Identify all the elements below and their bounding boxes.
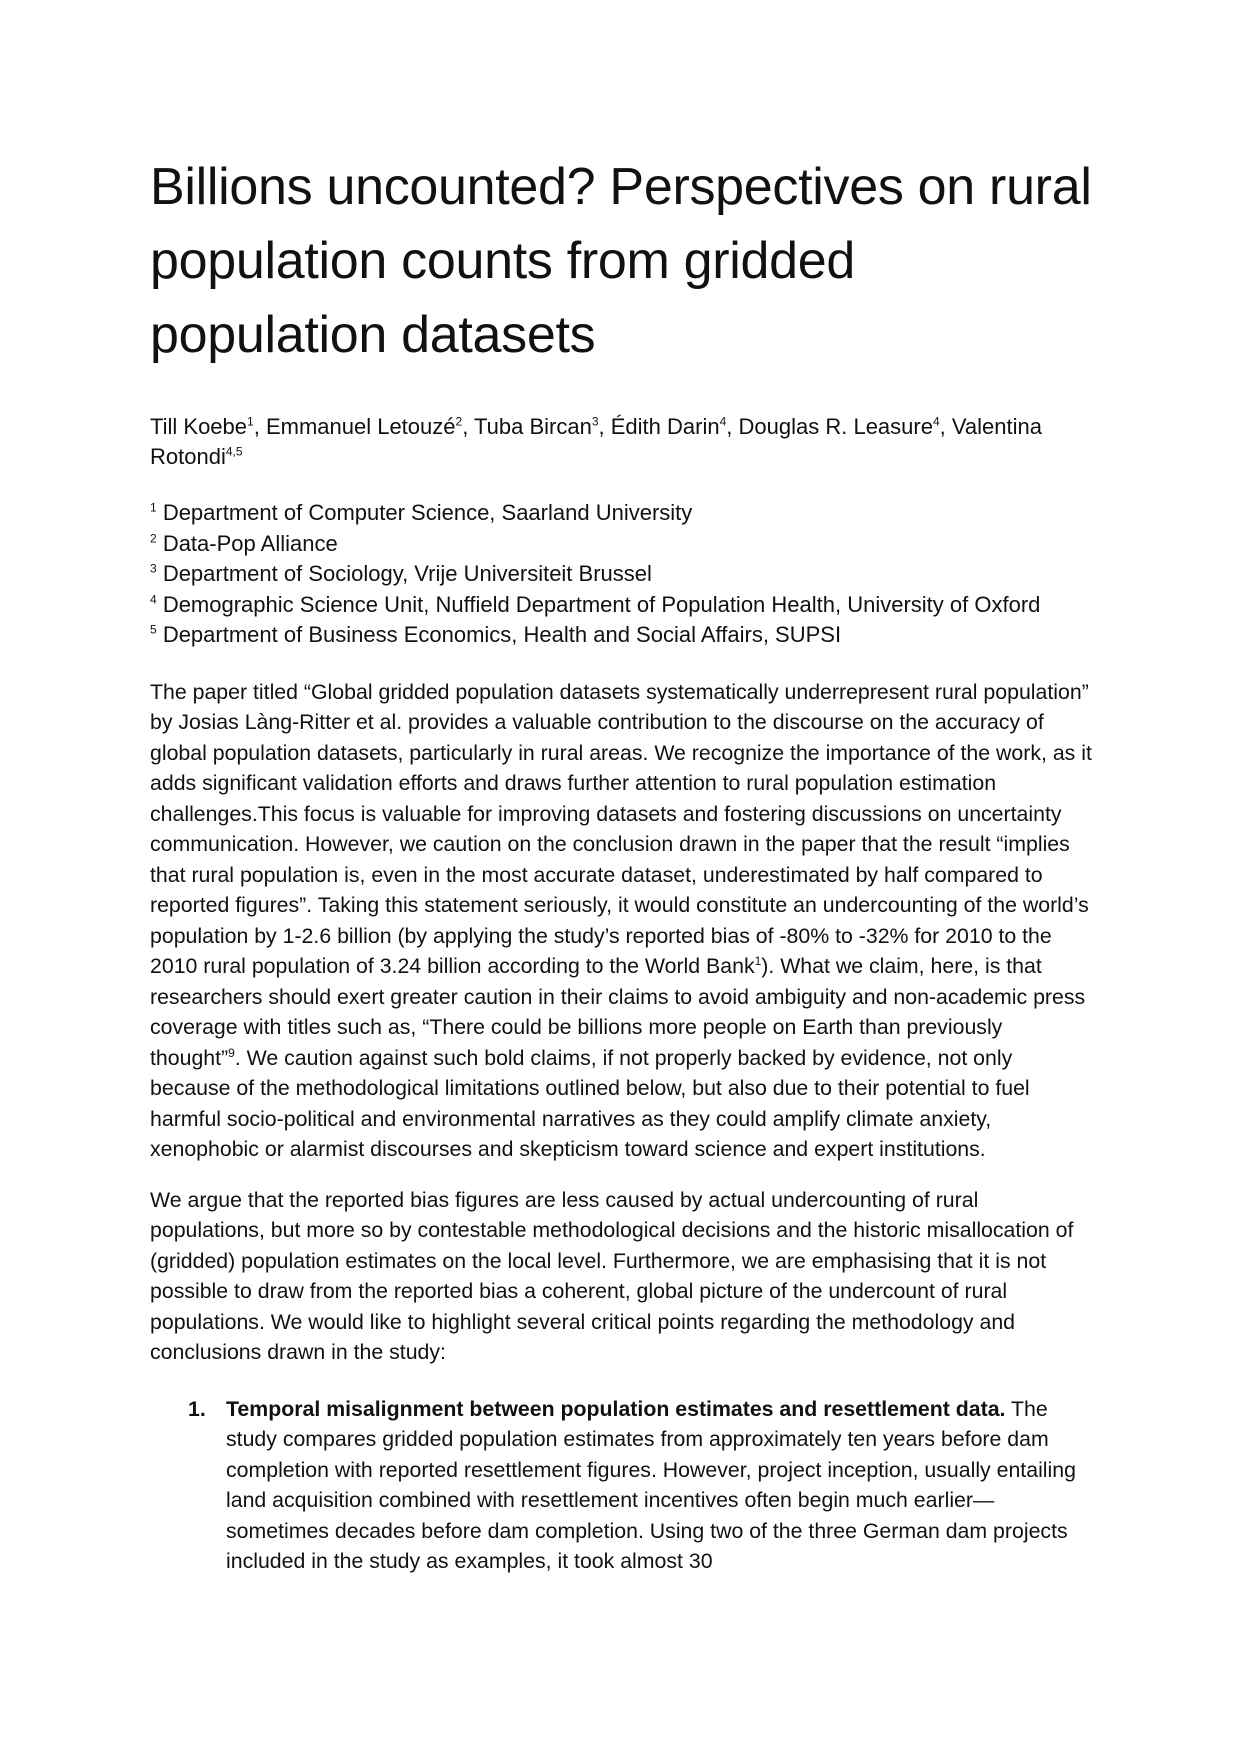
author-affiliation-mark: 2 xyxy=(455,414,463,429)
author-name: Édith Darin xyxy=(610,414,720,439)
affiliation-item xyxy=(150,590,1095,621)
affiliation-text: Department of Computer Science, Saarland University xyxy=(162,500,693,525)
author-name: Valentina Rotondi xyxy=(150,414,1042,469)
author-separator: , xyxy=(598,414,611,439)
affiliation-list xyxy=(150,498,1095,651)
critical-point-item xyxy=(150,1394,1095,1577)
paragraph-text: ). What we claim, here, is that researchers should exert greater caution in their claims to avoid ambiguity and non-academic press coverage with titles such as, “There could be billions more people on Earth than previously thought” xyxy=(150,954,1086,1070)
author-affiliation-mark: 3 xyxy=(591,414,599,429)
body-paragraph-argument: We argue that the reported bias figures are less caused by actual undercounting of rural populations, but more so by contestable methodological decisions and the historic misallocation of (gridded) population estimates on the local level. Furthermore, we are emphasising that it is not possible to draw from the reported bias a coherent, global picture of the undercount of rural populations. We would like to highlight several critical points regarding the methodology and conclusions drawn in the study: xyxy=(150,1187,1074,1364)
affiliation-text: Demographic Science Unit, Nuffield Department of Population Health, University of Oxford xyxy=(162,591,1041,617)
affiliation-item xyxy=(150,498,1095,529)
author-name: Tuba Bircan xyxy=(474,414,592,439)
author-list xyxy=(150,412,1095,472)
author-affiliation-mark: 1 xyxy=(247,414,254,429)
affiliation-number: 4 xyxy=(150,592,157,607)
author-name: Till Koebe xyxy=(150,414,248,439)
critical-point-number: 1. xyxy=(188,1396,206,1421)
author-affiliation-mark: 4 xyxy=(932,414,940,429)
footnote-ref: 1 xyxy=(754,953,762,968)
affiliation-number: 3 xyxy=(150,561,157,576)
author-separator: , xyxy=(462,414,475,439)
affiliation-text: Department of Business Economics, Health and Social Affairs, SUPSI xyxy=(162,622,842,647)
body-paragraph-intro xyxy=(150,677,1095,1165)
author-separator: , xyxy=(253,414,266,439)
author-separator: , xyxy=(939,414,952,439)
footnote-ref: 9 xyxy=(228,1045,235,1060)
affiliation-number: 1 xyxy=(150,500,157,515)
paragraph-text: . We caution against such bold claims, if not properly backed by evidence, not only because of the methodological limitations outlined below, but also due to their potential to fuel harmful socio-political and environmental narratives as they could amplify climate anxiety, xenophobic or alarmist discourses and skepticism toward science and expert institutions. xyxy=(150,1045,1030,1161)
author-separator: , xyxy=(726,414,739,439)
author-name: Emmanuel Letouzé xyxy=(265,414,456,439)
paper-page xyxy=(150,0,1095,1577)
critical-points-list xyxy=(150,1394,1095,1577)
affiliation-number: 5 xyxy=(150,622,157,637)
critical-point-heading: Temporal misalignment between population estimates and resettlement data. xyxy=(226,1396,1006,1421)
affiliation-number: 2 xyxy=(150,531,157,546)
affiliation-text: Department of Sociology, Vrije Universiteit Brussel xyxy=(162,561,652,586)
paragraph-text: The paper titled “Global gridded population datasets systematically underrepresent rural population” by Josias Làng-Ritter et al. provides a valuable contribution to the discourse on the accuracy of global population datasets, particularly in rural areas. We recognize the importance of the work, as it adds significant validation efforts and draws further attention to rural population estimation challenges.This focus is valuable for improving datasets and fostering discussions on uncertainty communication. However, we caution on the conclusion drawn in the paper that the result “implies that rural population is, even in the most accurate dataset, underestimated by half compared to reported figures”. Taking this statement seriously, it would constitute an undercounting of the world’s population by 1-2.6 billion (by applying the study’s reported bias of -80% to -32% for 2010 to the 2010 rural population of 3.24 billion according to the World Bank xyxy=(150,679,1092,978)
affiliation-item xyxy=(150,620,1095,651)
paper-title: Billions uncounted? Perspectives on rural population counts from gridded population datasets xyxy=(150,158,1092,364)
affiliation-item xyxy=(150,529,1095,560)
author-name: Douglas R. Leasure xyxy=(738,414,933,439)
author-affiliation-mark: 4,5 xyxy=(225,444,243,459)
critical-point-text: The study compares gridded population estimates from approximately ten years before dam completion with reported resettlement figures. However, project inception, usually entailing land acquisition combined with resettlement incentives often begin much earlier—sometimes decades before dam completion. Using two of the three German dam projects included in the study as examples, it took almost 30 xyxy=(226,1396,1076,1573)
affiliation-item xyxy=(150,559,1095,590)
author-affiliation-mark: 4 xyxy=(719,414,727,429)
affiliation-text: Data-Pop Alliance xyxy=(162,530,338,556)
